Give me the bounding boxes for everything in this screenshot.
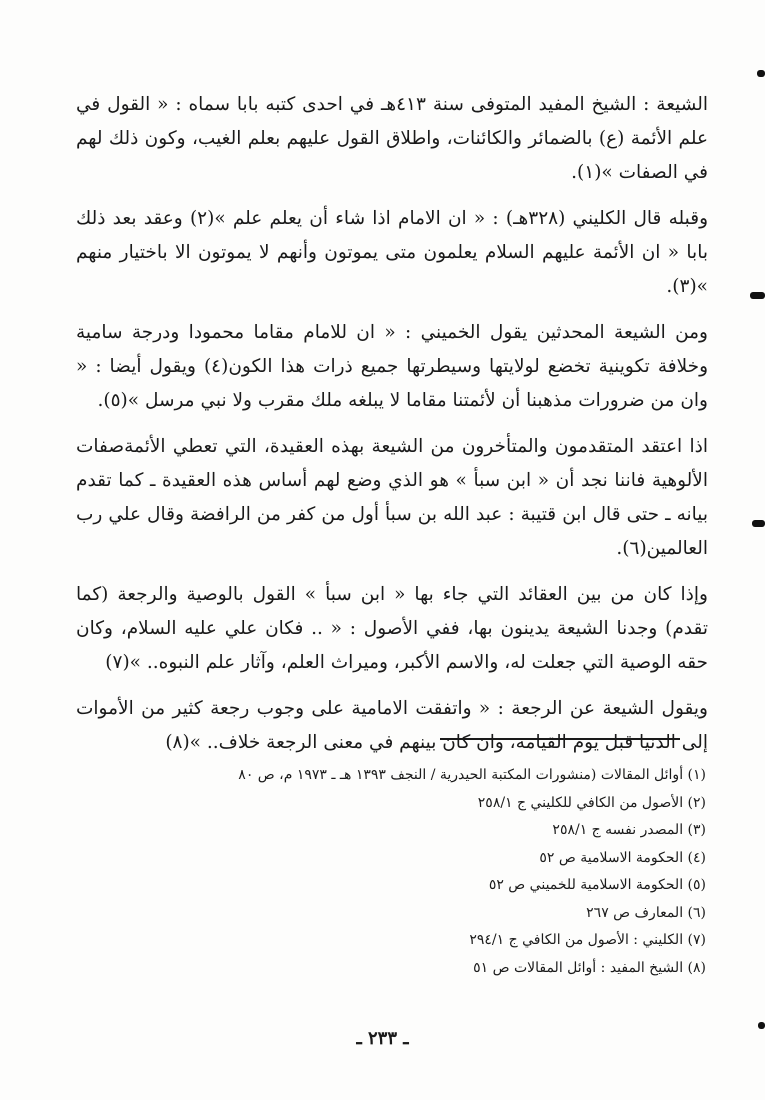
- main-text: [76, 88, 708, 772]
- paragraph-6: ويقول الشيعة عن الرجعة : « واتفقت الامامية على وجوب رجعة كثير من الأموات إلى الدنيا قبل يوم القيامة، وان كان بينهم في معنى الرجعة خلاف.. »(٨): [76, 698, 708, 753]
- footnotes: [200, 762, 706, 982]
- paragraph-2: وقبله قال الكليني (٣٢٨هـ) : « ان الامام اذا شاء أن يعلم علم »(٢) وعقد بعد ذلك بابا « ان الأئمة عليهم السلام يعلمون متى يموتون وأنهم لا يموتون الا باختيار منهم »(٣).: [76, 208, 708, 297]
- footnote-3: (٣) المصدر نفسه ج ٢٥٨/١: [552, 822, 706, 838]
- scan-edge-mark: [750, 292, 765, 299]
- scan-edge-mark: [752, 520, 765, 527]
- paragraph-5: وإذا كان من بين العقائد التي جاء بها « ابن سبأ » القول بالوصية والرجعة (كما تقدم) وجدنا الشيعة يدينون بها، ففي الأصول : « .. فكان علي عليه السلام، وكان حقه الوصية التي جعلت له، والاسم الأكبر، وميراث العلم، وآثار علم النبوه.. »(٧): [76, 584, 708, 673]
- footnote-8: (٨) الشيخ المفيد : أوائل المقالات ص ٥١: [473, 959, 706, 976]
- footnote-5: (٥) الحكومة الاسلامية للخميني ص ٥٢: [488, 877, 706, 893]
- scan-edge-mark: [758, 1022, 765, 1029]
- paragraph-1: الشيعة : الشيخ المفيد المتوفى سنة ٤١٣هـ في احدى كتبه بابا سماه : « القول في علم الأئمة (ع) بالضمائر والكائنات، واطلاق القول عليهم بعلم الغيب، وكون ذلك لهم في الصفات »(١).: [76, 94, 708, 183]
- page-number: ـ ٢٣٣ ـ: [356, 1028, 409, 1049]
- footnote-2: (٢) الأصول من الكافي للكليني ج ٢٥٨/١: [477, 794, 706, 811]
- scan-edge-mark: [757, 70, 765, 77]
- paragraph-4: اذا اعتقد المتقدمون والمتأخرون من الشيعة بهذه العقيدة، التي تعطي الأئمةصفات الألوهية فاننا نجد أن « ابن سبأ » هو الذي وضع لهم أساس هذه العقيدة ـ كما تقدم بيانه ـ حتى قال ابن قتيبة : عبد الله بن سبأ أول من كفر من الرافضة وقال علي رب العالمين(٦).: [76, 436, 708, 559]
- footnote-7: (٧) الكليني : الأصول من الكافي ج ٢٩٤/١: [469, 932, 706, 948]
- footnote-6: (٦) المعارف ص ٢٦٧: [586, 904, 706, 921]
- footnote-4: (٤) الحكومة الاسلامية ص ٥٢: [539, 849, 706, 866]
- footnote-divider: [440, 738, 680, 740]
- footnote-1: (١) أوائل المقالات (منشورات المكتبة الحيدرية / النجف ١٣٩٣ هـ ـ ١٩٧٣ م، ص ٨٠: [238, 767, 706, 783]
- paragraph-3: ومن الشيعة المحدثين يقول الخميني : « ان للامام مقاما محمودا ودرجة سامية وخلافة تكوينية تخضع لولايتها وسيطرتها جميع ذرات هذا الكون(٤) ويقول أيضا : « وان من ضرورات مذهبنا أن لأئمتنا مقاما لا يبلغه ملك مقرب ولا نبي مرسل »(٥).: [76, 322, 708, 411]
